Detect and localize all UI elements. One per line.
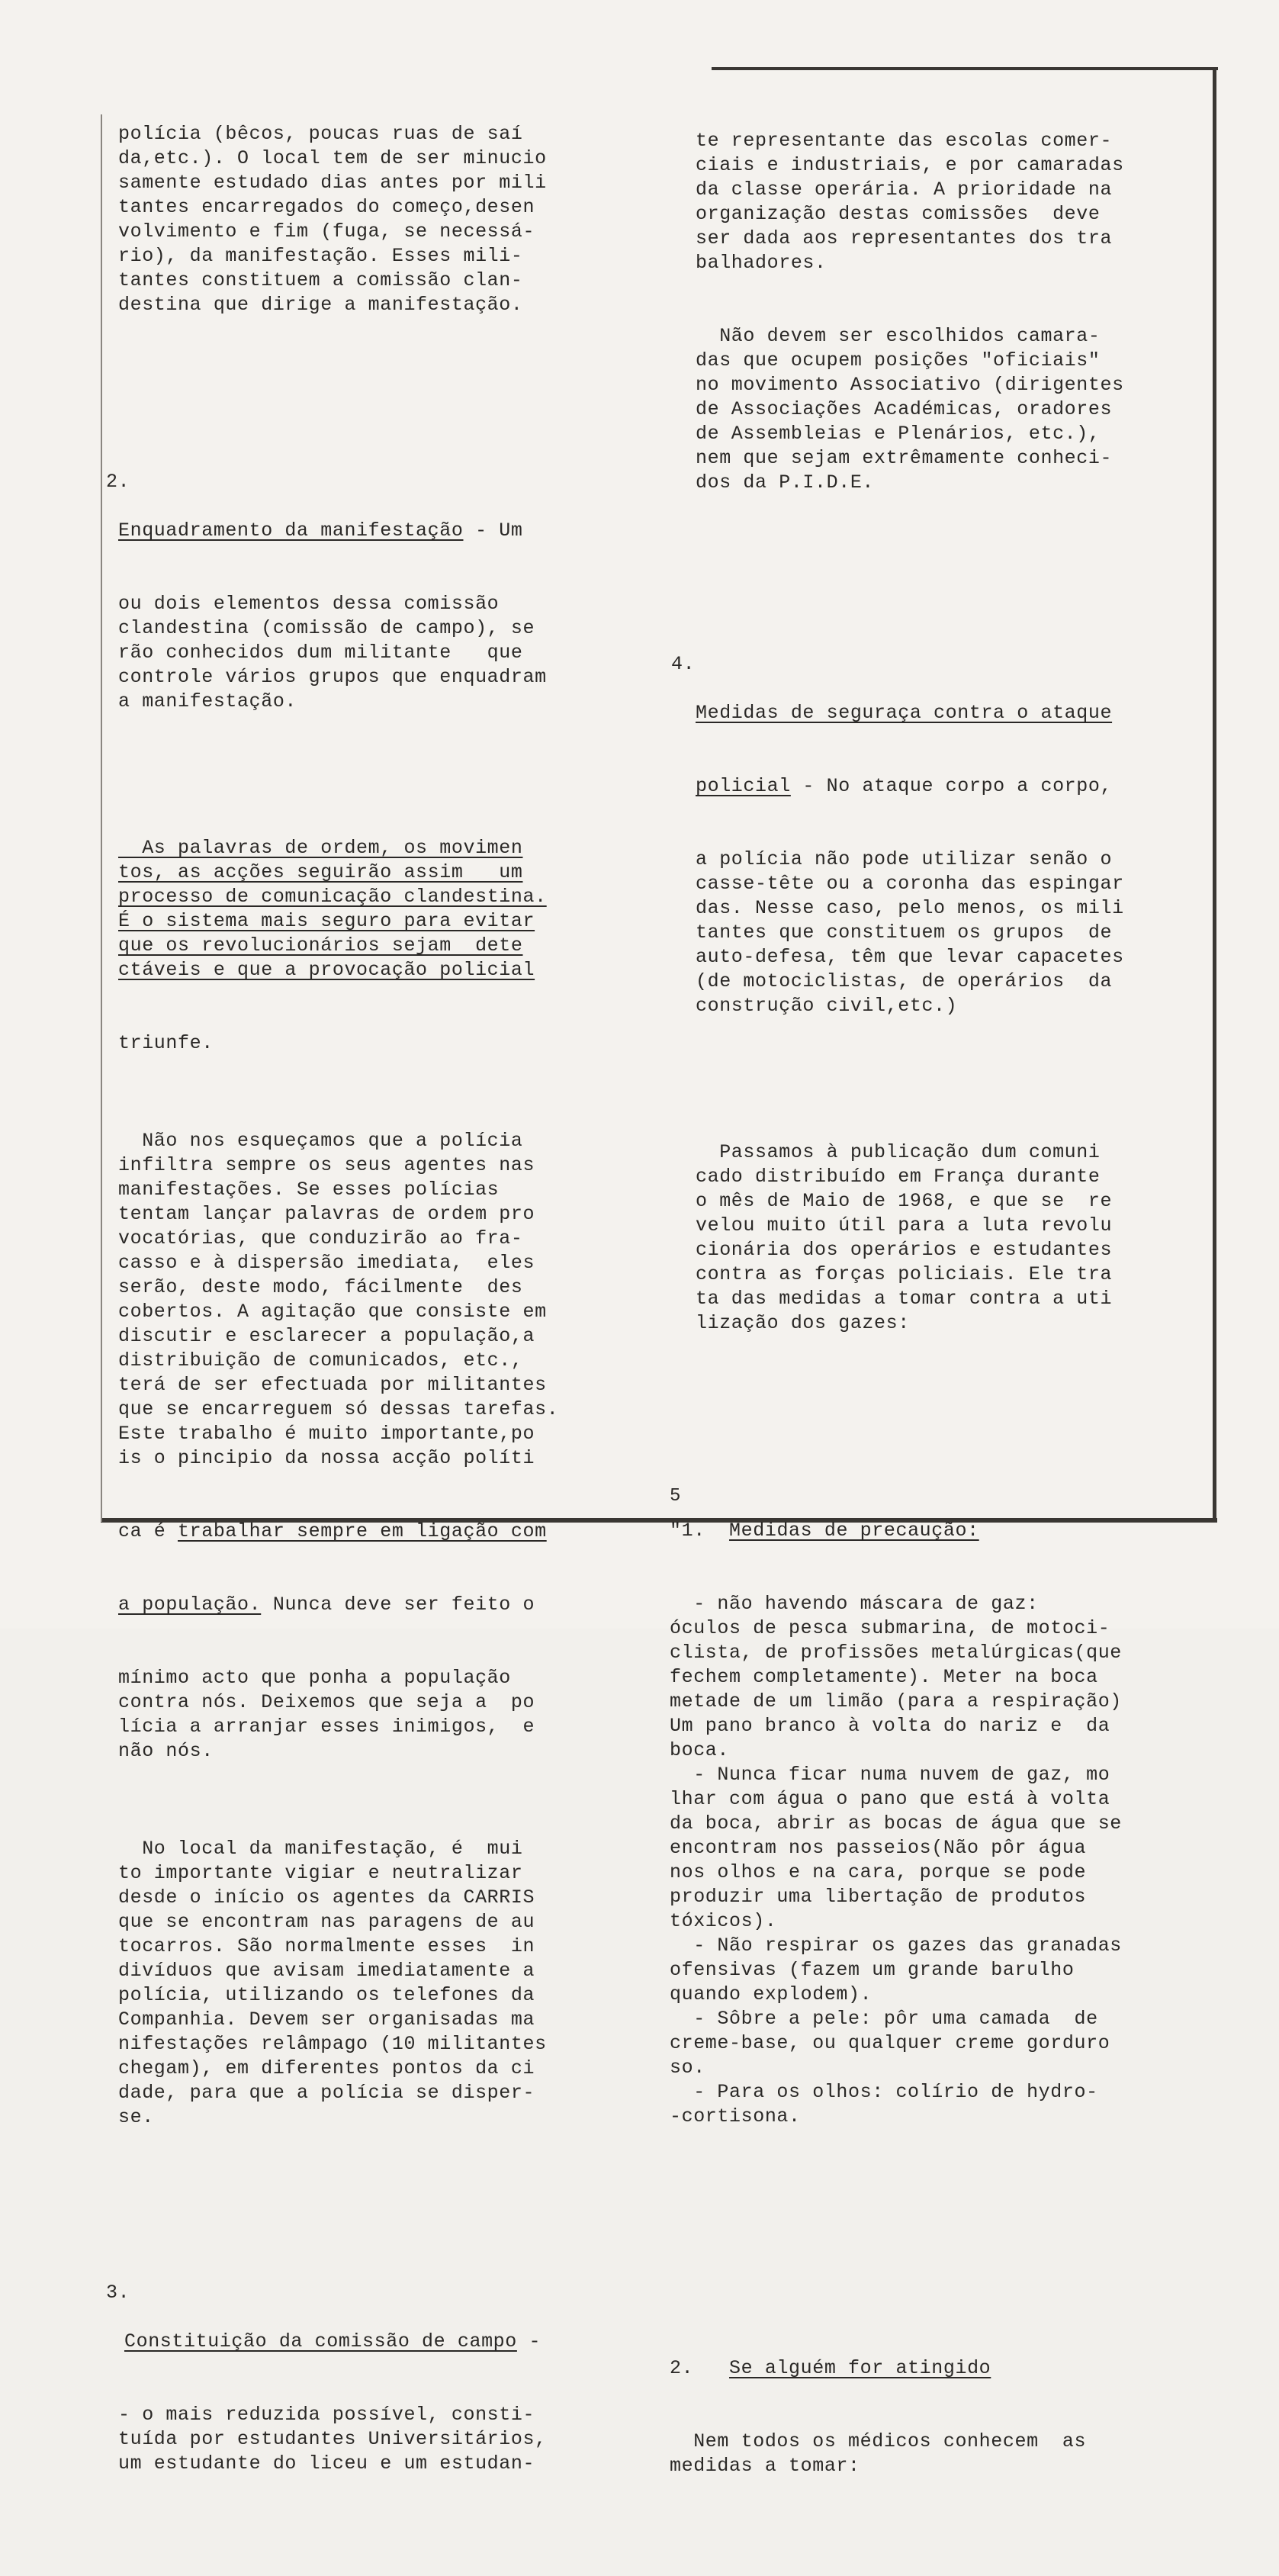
left-p1-line-3: tantes encarregados do começo,desen	[118, 196, 535, 218]
left-p3-line-0: Não nos esqueçamos que a polícia	[118, 1130, 523, 1152]
left-p1-line-0: polícia (bêcos, poucas ruas de saí	[118, 123, 523, 145]
left-p3-line-8: discutir e esclarecer a população,a	[118, 1325, 535, 1347]
item-3-line-2: tuída por estudantes Universitários,	[118, 2428, 547, 2450]
item-2-line-1: ou dois elementos dessa comissão	[118, 593, 500, 615]
item-2-line-5: a manifestação.	[118, 690, 297, 712]
underlined-line-1: tos, as acções seguirão assim um	[118, 861, 523, 883]
underlined-line-5: ctáveis e que a provocação policial	[118, 959, 535, 981]
para3-tail-line-4: não nós.	[118, 1740, 214, 1762]
item-2-line-3: rão conhecidos dum militante que	[118, 642, 523, 664]
para3-tail-line-2: contra nós. Deixemos que seja a po	[118, 1691, 535, 1713]
right-column	[670, 80, 1191, 2576]
sub-1-line-20: - Para os olhos: colírio de hydro-	[670, 2081, 1098, 2103]
left-p1-line-2: samente estudado dias antes por mili	[118, 172, 547, 194]
sub-1-line-14: - Não respirar os gazes das granadas	[670, 1934, 1122, 1957]
sub-item-2-body	[670, 2430, 1191, 2478]
comunicado-line-3: velou muito útil para a luta revolu	[696, 1214, 1113, 1237]
item-4-line-1: a polícia não pode utilizar senão o	[696, 848, 1113, 870]
right-p2-line-2: no movimento Associativo (dirigentes	[696, 374, 1124, 396]
comunicado-line-5: contra as forças policiais. Ele tra	[696, 1263, 1113, 1285]
left-paragraph-3-tail	[118, 1666, 644, 1764]
left-p3-line-10: terá de ser efectuada por militantes	[118, 1374, 547, 1396]
right-p2-line-1: das que ocupem posições "oficiais"	[696, 349, 1101, 371]
comunicado-paragraph	[696, 1140, 1191, 1336]
left-paragraph-3	[118, 1129, 644, 1471]
item-2-line-0: - Um	[463, 519, 523, 542]
item-2-body	[118, 592, 644, 714]
sub-item-2-number: 2.	[670, 2357, 694, 2379]
left-p4-line-9: chegam), em diferentes pontos da ci	[118, 2057, 535, 2079]
comunicado-line-6: ta das medidas a tomar contra a uti	[696, 1288, 1113, 1310]
left-p3-line-7: cobertos. A agitação que consiste em	[118, 1301, 547, 1323]
item-4-line-4: tantes que constituem os grupos de	[696, 921, 1113, 944]
comunicado-line-0: Passamos à publicação dum comuni	[696, 1141, 1101, 1163]
right-p1-line-2: da classe operária. A prioridade na	[696, 178, 1113, 201]
sub-1-line-8: lhar com água o pano que está à volta	[670, 1788, 1110, 1810]
left-p1-line-7: destina que dirige a manifestação.	[118, 294, 523, 316]
underlined-paragraph-tail: triunfe.	[118, 1032, 214, 1054]
left-p3-line-11: que se encarreguem só dessas tarefas.	[118, 1398, 559, 1420]
left-p4-line-4: tocarros. São normalmente esses in	[118, 1935, 535, 1957]
item-2	[106, 445, 644, 763]
para3-underlined-2: a população.	[118, 1594, 262, 1616]
comunicado-line-2: o mês de Maio de 1968, e que se re	[696, 1190, 1113, 1212]
left-p1-line-6: tantes constituem a comissão clan-	[118, 269, 523, 291]
underlined-line-0: As palavras de ordem, os movimen	[118, 837, 523, 859]
item-3-body	[118, 2403, 644, 2476]
item-2-heading: Enquadramento da manifestação	[118, 519, 464, 542]
para3-tail-line-3: lícia a arranjar esses inimigos, e	[118, 1716, 535, 1738]
right-p1-line-0: te representante das escolas comer-	[696, 130, 1113, 152]
sub-item-2-heading: Se alguém for atingido	[729, 2357, 991, 2379]
underlined-line-2: processo de comunicação clandestina.	[118, 886, 547, 908]
item-3-line-0: -	[516, 2330, 541, 2352]
item-4-line-5: auto-defesa, têm que levar capacetes	[696, 946, 1124, 968]
left-p4-line-8: nifestações relâmpago (10 militantes	[118, 2033, 547, 2055]
sub-1-line-13: tóxicos).	[670, 1910, 777, 1932]
item-2-number: 2.	[106, 471, 130, 493]
left-p4-line-1: to importante vigiar e neutralizar	[118, 1862, 523, 1884]
item-4-line-7: construção civil,etc.)	[696, 995, 958, 1017]
left-p4-line-7: Companhia. Devem ser organisadas ma	[118, 2008, 535, 2031]
sub-2-line-1: medidas a tomar:	[670, 2455, 860, 2477]
sub-1-line-5: Um pano branco à volta do nariz e da	[670, 1715, 1110, 1737]
sub-1-line-17: - Sôbre a pele: pôr uma camada de	[670, 2008, 1098, 2030]
item-3	[106, 2256, 644, 2525]
left-p3-line-13: is o pincipio da nossa acção políti	[118, 1447, 535, 1469]
sub-1-line-7: - Nunca ficar numa nuvem de gaz, mo	[670, 1764, 1110, 1786]
sub-1-line-4: metade de um limão (para a respiração)	[670, 1690, 1122, 1713]
item-4-heading-1: Medidas de seguraça contra o ataque	[696, 702, 1113, 724]
left-p4-line-0: No local da manifestação, é mui	[118, 1838, 523, 1860]
item-4-heading-2: policial	[696, 775, 791, 797]
item-2-line-2: clandestina (comissão de campo), se	[118, 617, 535, 639]
left-p1-line-1: da,etc.). O local tem de ser minucio	[118, 147, 547, 169]
left-p4-line-11: se.	[118, 2106, 154, 2128]
item-4-line-3: das. Nesse caso, pelo menos, os mili	[696, 897, 1124, 919]
frame-border-left	[101, 114, 102, 1522]
right-p2-line-4: de Assembleias e Plenários, etc.),	[696, 423, 1101, 445]
sub-item-1-number: "1.	[670, 1520, 705, 1542]
sub-1-line-18: creme-base, ou qualquer creme gorduro	[670, 2032, 1110, 2054]
item-3-line-3: um estudante do liceu e um estudan-	[118, 2452, 535, 2475]
left-p4-line-5: divíduos que avisam imediatamente a	[118, 1960, 535, 1982]
comunicado-line-4: cionária dos operários e estudantes	[696, 1239, 1113, 1261]
sub-item-1-heading: Medidas de precaução:	[729, 1520, 979, 1542]
left-p3-line-9: distribuição de comunicados, etc.,	[118, 1349, 523, 1372]
sub-item-2	[670, 2307, 1191, 2527]
right-paragraph-2	[696, 324, 1191, 495]
right-p1-line-3: organização destas comissões deve	[696, 203, 1101, 225]
sub-1-line-6: boca.	[670, 1739, 730, 1761]
sub-1-line-15: ofensivas (fazem um grande barulho	[670, 1959, 1075, 1981]
item-2-line-4: controle vários grupos que enquadram	[118, 666, 547, 688]
sub-1-line-1: óculos de pesca submarina, de motoci-	[670, 1617, 1110, 1639]
item-3-line-1: - o mais reduzida possível, consti-	[118, 2404, 535, 2426]
sub-1-line-9: da boca, abrir as bocas de água que se	[670, 1812, 1122, 1835]
comunicado-line-7: lização dos gazes:	[696, 1312, 910, 1334]
left-p3-line-2: manifestações. Se esses polícias	[118, 1179, 500, 1201]
sub-1-line-12: produzir uma libertação de produtos	[670, 1886, 1087, 1908]
right-p1-line-1: ciais e industriais, e por camaradas	[696, 154, 1124, 176]
item-4-number: 4.	[671, 653, 696, 675]
right-p1-line-4: ser dada aos representantes dos tra	[696, 227, 1113, 249]
left-p3-line-6: serão, deste modo, fácilmente des	[118, 1276, 523, 1298]
para3-tail-0: Nunca deve ser feito o	[261, 1594, 535, 1616]
sub-1-line-3: fechem completamente). Meter na boca	[670, 1666, 1098, 1688]
sub-1-line-16: quando explodem).	[670, 1983, 872, 2005]
right-paragraph-1	[696, 129, 1191, 275]
left-p3-line-1: infiltra sempre os seus agentes nas	[118, 1154, 535, 1176]
item-4-line-2: casse-tête ou a coronha das espingar	[696, 873, 1124, 895]
item-3-number: 3.	[106, 2282, 130, 2304]
sub-1-line-2: clista, de profissões metalúrgicas(que	[670, 1642, 1122, 1664]
sub-1-line-19: so.	[670, 2057, 705, 2079]
right-p1-line-5: balhadores.	[696, 252, 827, 274]
left-p3-line-5: casso e à dispersão imediata, eles	[118, 1252, 535, 1274]
right-p2-line-3: de Associações Académicas, oradores	[696, 398, 1113, 420]
underlined-line-3: É o sistema mais seguro para evitar	[118, 910, 535, 932]
item-4-line-0: - No ataque corpo a corpo,	[790, 775, 1113, 797]
item-3-heading: Constituição da comissão de campo	[124, 2330, 517, 2352]
sub-1-line-11: nos olhos e na cara, porque se pode	[670, 1861, 1087, 1883]
para3-underlined-1: trabalhar sempre em ligação com	[178, 1520, 547, 1542]
left-paragraph-3-underline-line-2	[118, 1593, 644, 1617]
left-p4-line-3: que se encontram nas paragens de au	[118, 1911, 535, 1933]
frame-border-top	[712, 67, 1218, 70]
left-p4-line-6: polícia, utilizando os telefones da	[118, 1984, 535, 2006]
sub-1-line-0: - não havendo máscara de gaz:	[670, 1593, 1039, 1615]
sub-item-1	[670, 1470, 1191, 2178]
para3-u1-prefix: ca é	[118, 1520, 178, 1542]
left-paragraph-1	[118, 122, 644, 317]
left-paragraph-3-underline-line	[118, 1520, 644, 1544]
para3-tail-line-1: mínimo acto que ponha a população	[118, 1667, 511, 1689]
comunicado-line-1: cado distribuído em França durante	[696, 1166, 1101, 1188]
left-p3-line-4: vocatórias, que conduzirão ao fra-	[118, 1227, 523, 1249]
left-p1-line-4: volvimento e fim (fuga, se necessá-	[118, 220, 535, 243]
item-4-body	[696, 847, 1191, 1018]
underlined-line-4: que os revolucionários sejam dete	[118, 934, 523, 957]
left-p1-line-5: rio), da manifestação. Esses mili-	[118, 245, 523, 267]
left-p3-line-3: tentam lançar palavras de ordem pro	[118, 1203, 535, 1225]
right-p2-line-6: dos da P.I.D.E.	[696, 471, 875, 494]
left-p3-line-12: Este trabalho é muito importante,po	[118, 1423, 535, 1445]
frame-border-right	[1213, 67, 1216, 1523]
item-4	[671, 628, 1191, 1067]
left-column	[106, 73, 644, 2574]
left-p4-line-2: desde o início os agentes da CARRIS	[118, 1886, 535, 1909]
left-p4-line-10: dade, para que a polícia se disper-	[118, 2082, 535, 2104]
right-p2-line-0: Não devem ser escolhidos camara-	[696, 325, 1101, 347]
sub-item-1-body	[670, 1592, 1191, 2129]
page-number: 5	[670, 1486, 681, 1507]
sub-1-line-10: encontram nos passeios(Não pôr água	[670, 1837, 1087, 1859]
right-p2-line-5: nem que sejam extrêmamente conheci-	[696, 447, 1113, 469]
sub-1-line-21: -cortisona.	[670, 2105, 801, 2127]
underlined-paragraph	[118, 836, 644, 982]
item-4-line-6: (de motociclistas, de operários da	[696, 970, 1113, 992]
sub-2-line-0: Nem todos os médicos conhecem as	[670, 2430, 1087, 2452]
left-paragraph-4	[118, 1837, 644, 2130]
